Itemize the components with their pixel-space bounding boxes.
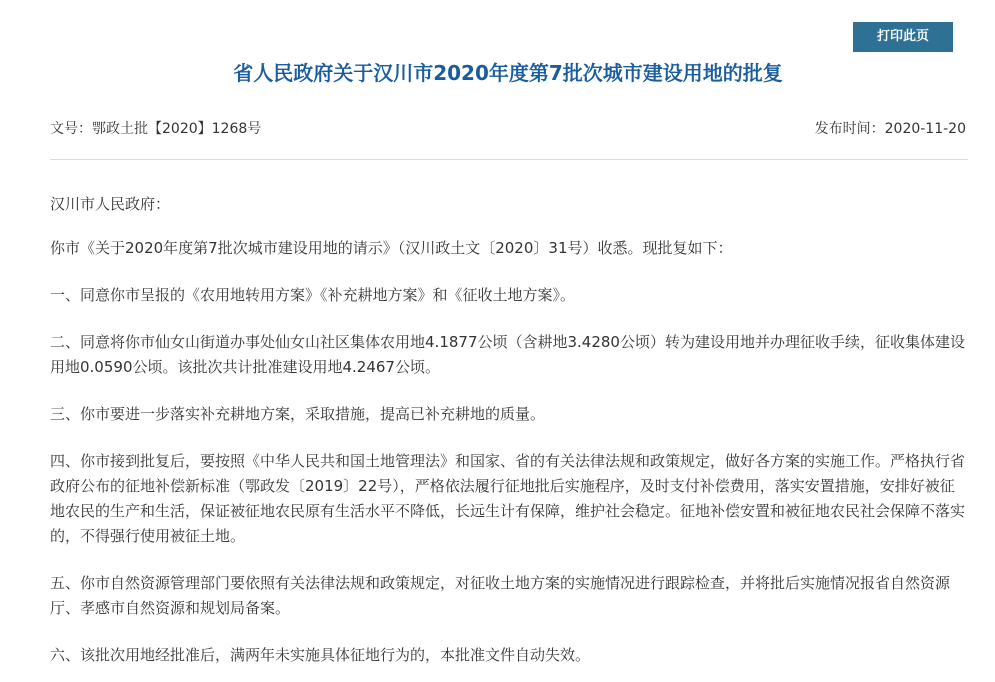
paragraph-item-1: 一、同意你市呈报的《农用地转用方案》《补充耕地方案》和《征收土地方案》。 <box>50 286 576 304</box>
document-title: 省人民政府关于汉川市2020年度第7批次城市建设用地的批复 <box>233 61 783 85</box>
paragraph-intro: 你市《关于2020年度第7批次城市建设用地的请示》（汉川政土文〔2020〕31号）收悉。现批复如下： <box>50 239 733 257</box>
document-body <box>50 192 968 682</box>
paragraph-item-4: 四、你市接到批复后，要按照《中华人民共和国土地管理法》和国家、省的有关法律法规和政策规定，做好各方案的实施工作。严格执行省政府公布的征地补偿新标准（鄂政发〔2019〕22号），严格依法履行征地批后实施程序，及时支付补偿费用，落实安置措施，安排好被征地农民的生产和生活，保证被征地农民原有生活水平不降低，长远生计有保障，维护社会稳定。征地补偿安置和被征地农民社会保障不落实的，不得强行使用被征土地。 <box>50 452 966 545</box>
paragraph-item-2: 二、同意将你市仙女山街道办事处仙女山社区集体农用地4.1877公顷（含耕地3.4280公顷）转为建设用地并办理征收手续，征收集体建设用地0.0590公顷。该批次共计批准建设用地4.2467公顷。 <box>50 333 965 376</box>
document-number-label: 文号： <box>50 121 92 137</box>
print-page-button[interactable]: 打印此页 <box>853 22 953 52</box>
publish-time-value: 2020-11-20 <box>884 121 966 137</box>
paragraph-item-3: 三、你市要进一步落实补充耕地方案，采取措施，提高已补充耕地的质量。 <box>50 405 546 423</box>
publish-time-label: 发布时间： <box>814 121 885 137</box>
paragraph-item-6: 六、该批次用地经批准后，满两年未实施具体征地行为的，本批准文件自动失效。 <box>50 646 591 664</box>
document-number-value: 鄂政土批【2020】1268号 <box>92 121 262 137</box>
meta-divider <box>50 159 968 160</box>
salutation: 汉川市人民政府： <box>50 195 171 213</box>
document-meta <box>50 118 966 140</box>
document-number <box>50 118 261 140</box>
paragraph-item-5: 五、你市自然资源管理部门要依照有关法律法规和政策规定，对征收土地方案的实施情况进行跟踪检查，并将批后实施情况报省自然资源厅、孝感市自然资源和规划局备案。 <box>50 574 951 617</box>
publish-time <box>815 118 966 140</box>
